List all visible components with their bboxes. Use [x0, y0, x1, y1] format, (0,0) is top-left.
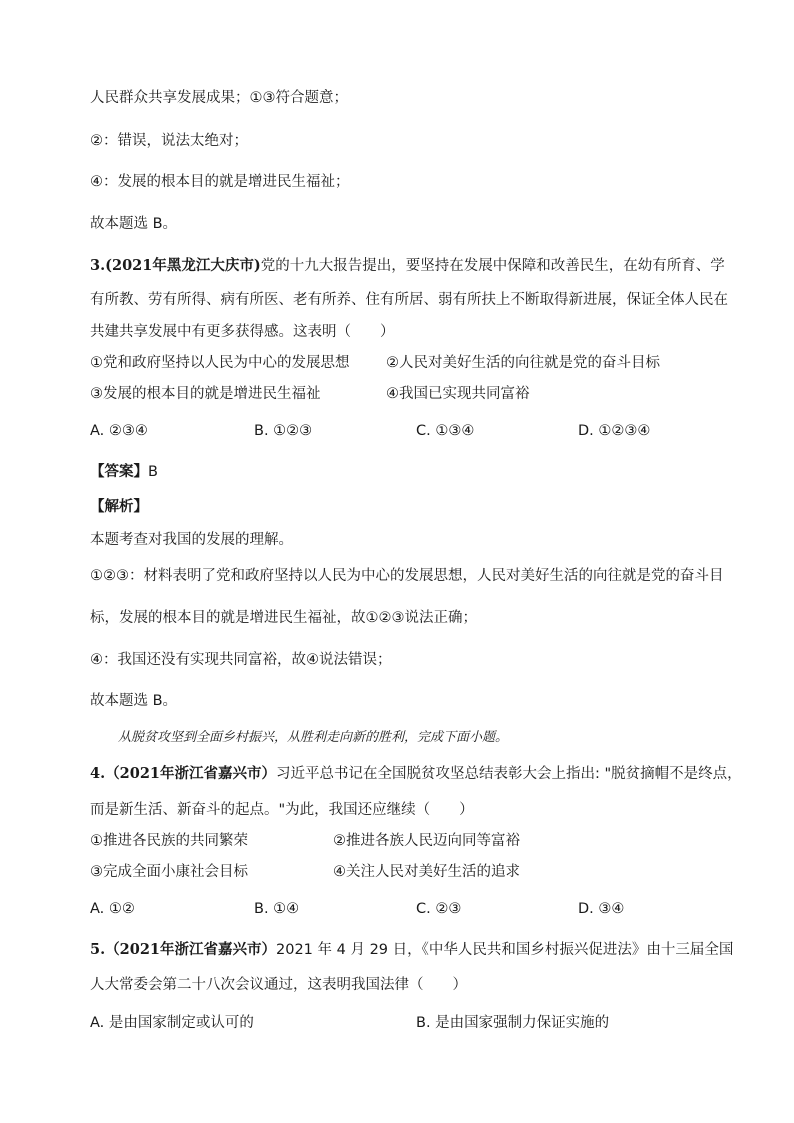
q5-choice-a: A. 是由国家制定或认可的: [90, 1015, 254, 1031]
q4-stem-line-1: [90, 764, 742, 784]
analysis-line-1: 本题考查对我国的发展的理解。: [90, 532, 293, 548]
prev-line-2: ②：错误，说法太绝对；: [90, 133, 248, 149]
q3-option-4: ④我国已实现共同富裕: [386, 386, 530, 402]
q3-option-3: ③发展的根本目的就是增进民生福祉: [90, 386, 321, 402]
q3-option-1: ①党和政府坚持以人民为中心的发展思想: [90, 355, 350, 371]
q4-option-2: ②推进各族人民迈向同等富裕: [333, 833, 520, 849]
prev-line-3: ④：发展的根本目的就是增进民生福祉；: [90, 174, 350, 190]
q5-stem-text-1: 2021 年 4 月 29 日，《中华人民共和国乡村振兴促进法》由十三届全国: [276, 942, 734, 958]
q4-option-1: ①推进各民族的共同繁荣: [90, 833, 248, 849]
q3-option-2: ②人民对美好生活的向往就是党的奋斗目标: [386, 355, 660, 371]
q4-choice-d: D. ③④: [578, 901, 625, 917]
prev-line-1: 人民群众共享发展成果；①③符合题意；: [90, 90, 348, 106]
analysis-line-3: 标，发展的根本目的就是增进民生福祉，故①②③说法正确；: [90, 610, 477, 626]
answer-value: B: [148, 464, 158, 480]
q5-stem-line-1: [90, 940, 733, 960]
q3-answer: [90, 462, 158, 482]
q3-choice-c: C. ①③④: [416, 423, 475, 439]
analysis-line-4: ④：我国还没有实现共同富裕，故④说法错误；: [90, 652, 392, 668]
q4-option-4: ④关注人民对美好生活的追求: [333, 864, 520, 880]
q4-stem-text-1: 习近平总书记在全国脱贫攻坚总结表彰大会上指出: "脱贫摘帽不是终点，: [276, 766, 742, 782]
q3-number: 3.: [90, 257, 106, 274]
q3-choice-a: A. ②③④: [90, 423, 148, 439]
analysis-label: 【解析】: [90, 499, 148, 515]
q3-choice-d: D. ①②③④: [578, 423, 651, 439]
answer-label: 【答案】: [90, 464, 148, 480]
analysis-line-2: ①②③：材料表明了党和政府坚持以人民为中心的发展思想，人民对美好生活的向往就是党的奋斗目: [90, 568, 724, 584]
q3-source: (2021年黑龙江大庆市): [105, 257, 261, 274]
q4-stem-line-2: 而是新生活、新奋斗的起点。"为此，我国还应继续（ ）: [90, 802, 474, 818]
q3-stem-line-3: 共建共享发展中有更多获得感。这表明（ ）: [90, 324, 395, 340]
q4-option-3: ③完成全面小康社会目标: [90, 864, 248, 880]
q4-source: （2021年浙江省嘉兴市）: [105, 765, 276, 782]
q4-choice-a: A. ①②: [90, 901, 135, 917]
q4-number: 4.: [90, 765, 106, 782]
q4-choice-c: C. ②③: [416, 901, 462, 917]
analysis-line-5: 故本题选 B。: [90, 693, 178, 709]
q3-stem-text-1: 党的十九大报告提出，要坚持在发展中保障和改善民生，在幼有所育、学: [260, 258, 725, 274]
q5-source: （2021年浙江省嘉兴市）: [105, 941, 276, 958]
q3-stem-line-2: 有所教、劳有所得、病有所医、老有所养、住有所居、弱有所扶上不断取得新进展，保证全体人民在: [90, 292, 728, 308]
q4-choice-b: B. ①④: [254, 901, 300, 917]
group-intro: 从脱贫攻坚到全面乡村振兴，从胜利走向新的胜利，完成下面小题。: [118, 730, 509, 745]
q5-stem-line-2: 人大常委会第二十八次会议通过，这表明我国法律（ ）: [90, 977, 467, 993]
prev-line-4: 故本题选 B。: [90, 216, 178, 232]
q5-choice-b: B. 是由国家强制力保证实施的: [416, 1015, 610, 1031]
q3-stem-line-1: [90, 256, 725, 276]
q5-number: 5.: [90, 941, 106, 958]
q3-choice-b: B. ①②③: [254, 423, 313, 439]
